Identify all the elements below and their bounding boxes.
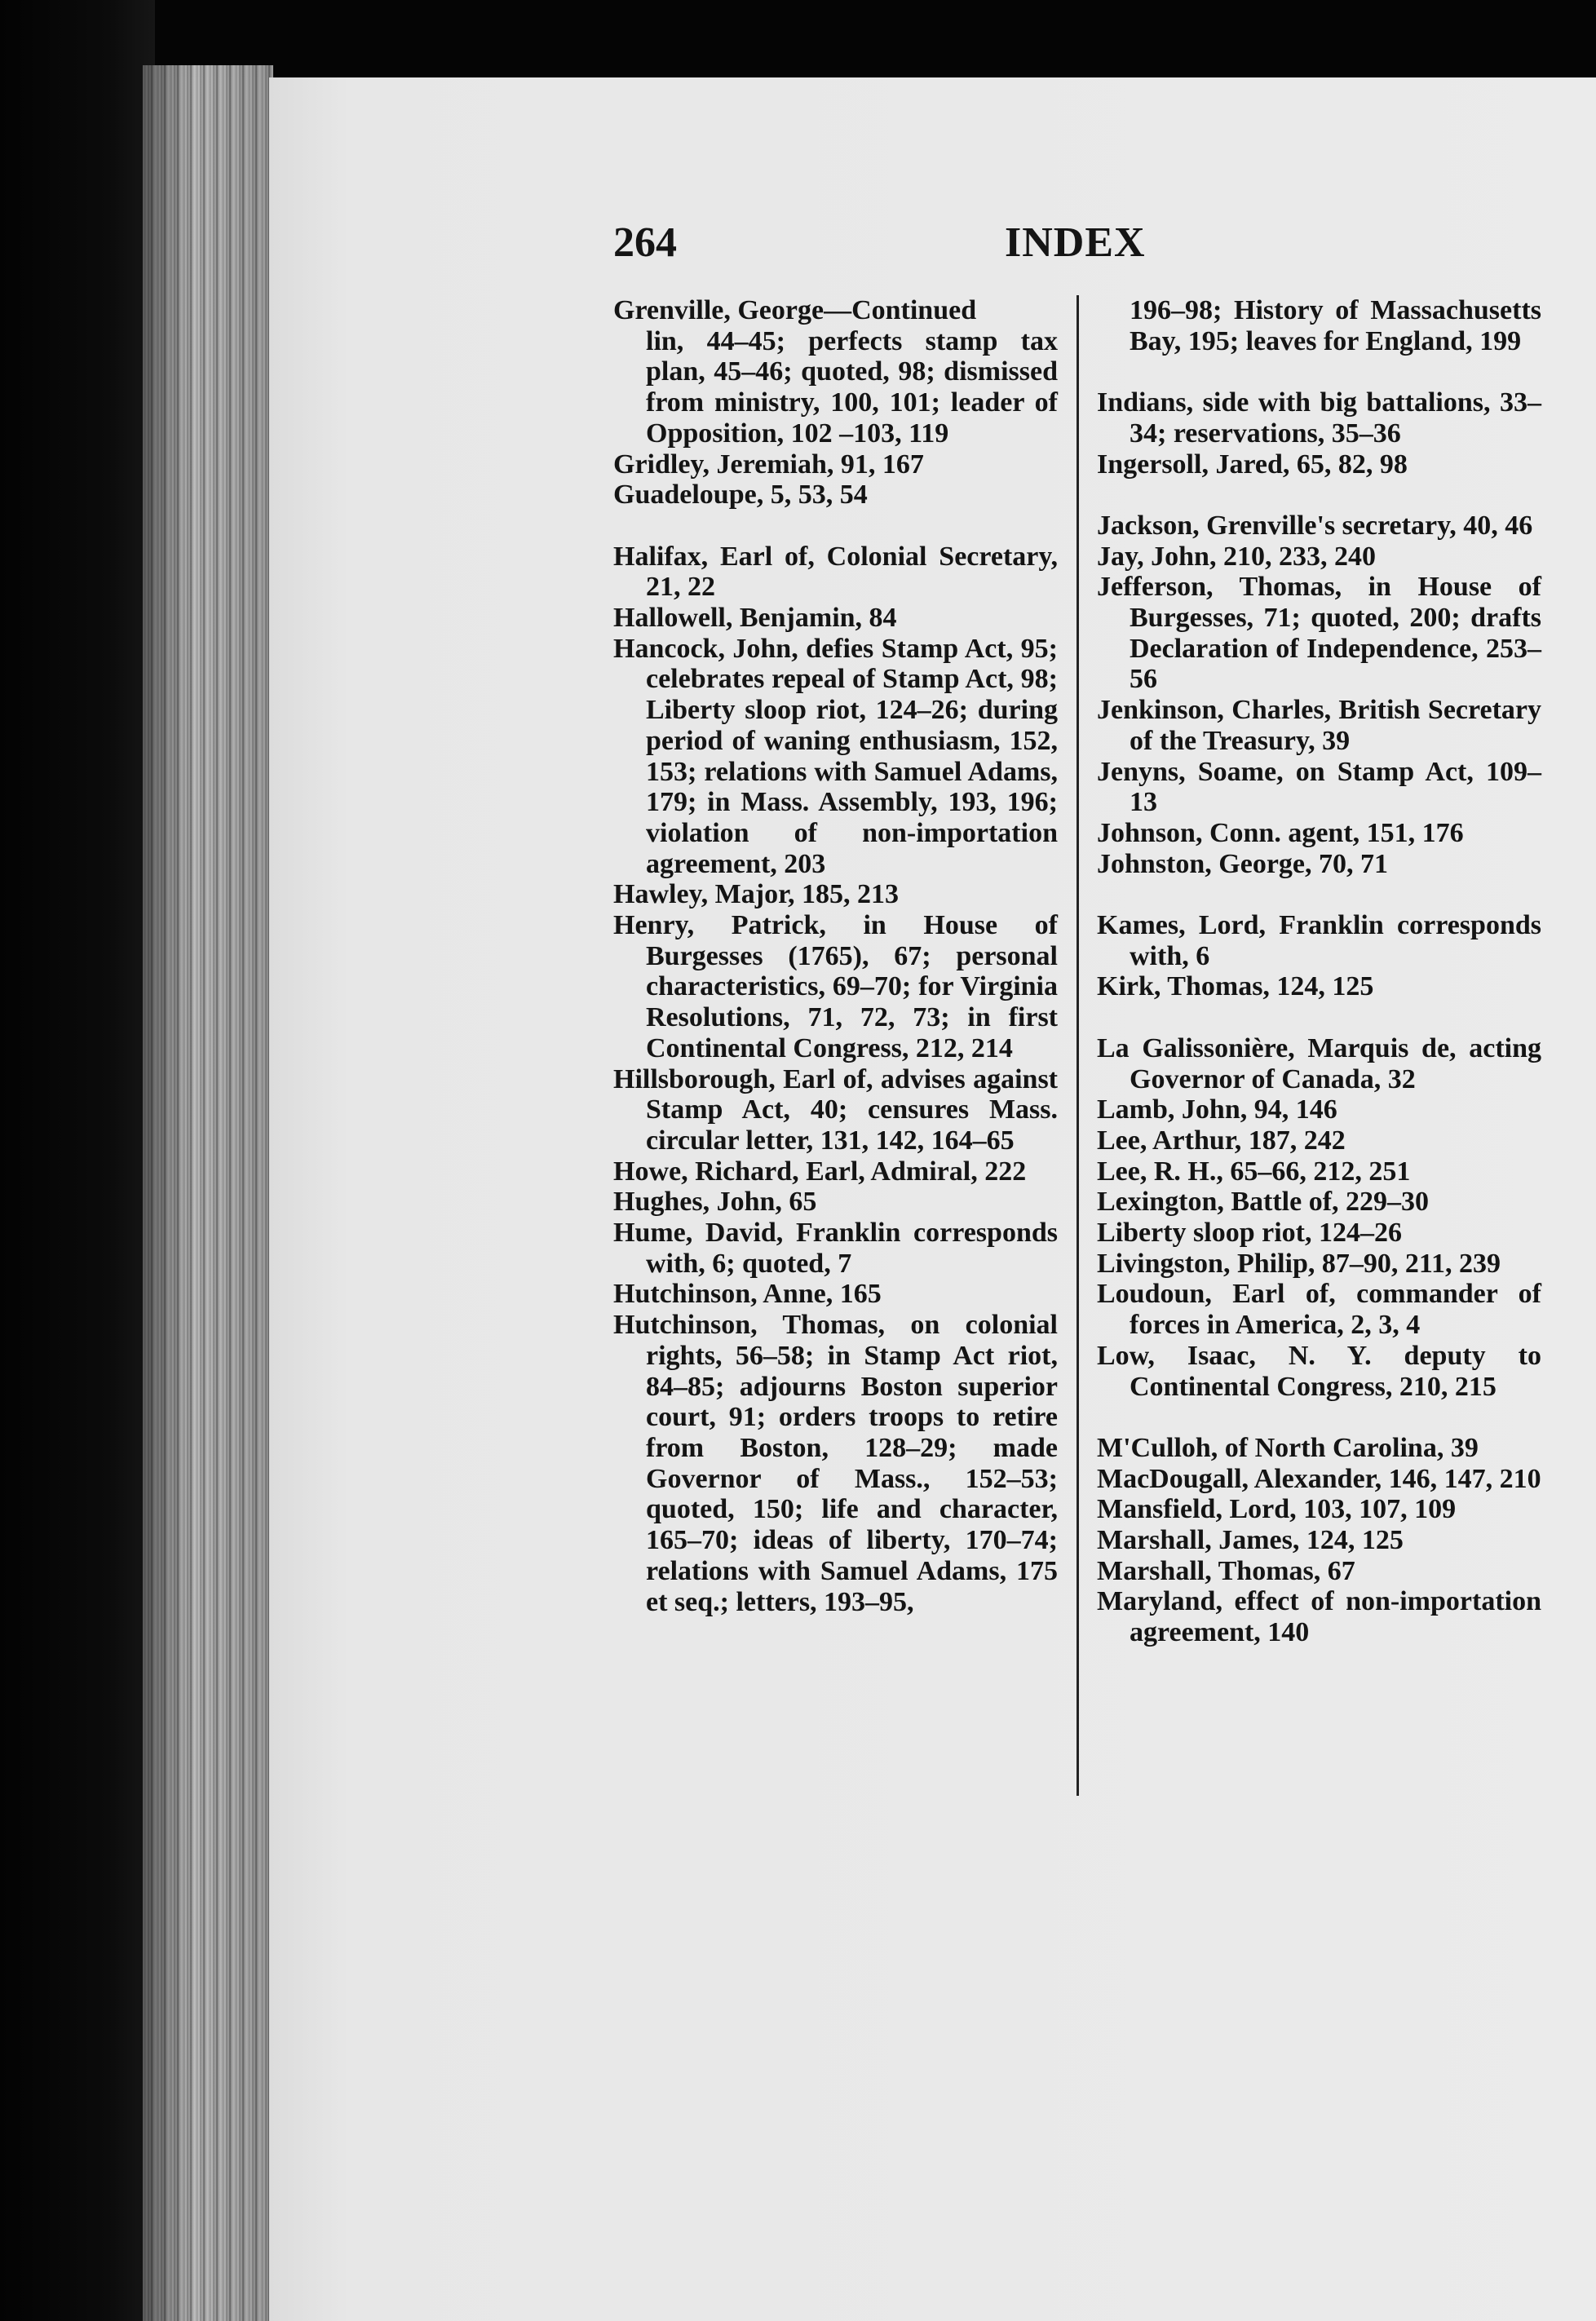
- index-entry: Lee, R. H., 65–66, 212, 251: [1097, 1156, 1411, 1187]
- index-entry: Hancock, John, defies Stamp Act, 95; celebrates repeal of Stamp Act, 98; Liberty sloop riot, 124–26; during period of waning enthusiasm, 152, 153; relations with Samuel Adams, 179; in Mass. Assembly, 193, 196; violation of non-importation agreement, 203: [613, 633, 1058, 879]
- index-entry: M'Culloh, of North Carolina, 39: [1097, 1432, 1479, 1463]
- index-entry: Henry, Patrick, in House of Burgesses (1765), 67; personal characteristics, 69–70; for Virginia Resolutions, 71, 72, 73; in first Continental Congress, 212, 214: [613, 910, 1058, 1063]
- index-entry: La Galissonière, Marquis de, acting Governor of Canada, 32: [1097, 1032, 1541, 1094]
- index-entry: Jackson, Grenville's secretary, 40, 46: [1097, 510, 1533, 541]
- index-entry: Jenkinson, Charles, British Secretary of the Treasury, 39: [1097, 695, 1541, 756]
- index-entry: Halifax, Earl of, Colonial Secretary, 21, 22: [613, 541, 1058, 603]
- index-entry: Hallowell, Benjamin, 84: [613, 603, 897, 634]
- running-head: [613, 219, 1146, 267]
- index-entry: Indians, side with big battalions, 33–34; reservations, 35–36: [1097, 387, 1541, 449]
- index-entry: MacDougall, Alexander, 146, 147, 210: [1097, 1463, 1541, 1494]
- index-column-right: [1097, 295, 1541, 1648]
- index-entry: Johnson, Conn. agent, 151, 176: [1097, 817, 1464, 848]
- index-entry: Howe, Richard, Earl, Admiral, 222: [613, 1156, 1027, 1187]
- index-entry: Marshall, Thomas, 67: [1097, 1555, 1355, 1586]
- index-entry: Lamb, John, 94, 146: [1097, 1094, 1337, 1125]
- index-entry: Hughes, John, 65: [613, 1187, 817, 1218]
- index-entry: Livingston, Philip, 87–90, 211, 239: [1097, 1248, 1501, 1279]
- page-title: INDEX: [1005, 219, 1146, 266]
- column-divider: [1077, 295, 1079, 1796]
- index-entry: Gridley, Jeremiah, 91, 167: [613, 449, 924, 480]
- book-page-edges-shadow: [143, 65, 273, 2321]
- index-entry-continuation: 196–98; History of Massachusetts Bay, 195; leaves for England, 199: [1130, 295, 1541, 356]
- scan-left-border: [0, 0, 155, 2321]
- index-entry: Lexington, Battle of, 229–30: [1097, 1187, 1430, 1218]
- index-entry: Hawley, Major, 185, 213: [613, 879, 900, 910]
- index-entry: Jefferson, Thomas, in House of Burgesses, 71; quoted, 200; drafts Declaration of Independence, 253–56: [1097, 572, 1541, 695]
- index-entry-continuation: lin, 44–45; perfects stamp tax plan, 45–46; quoted, 98; dismissed from ministry, 100, 101; leader of Opposition, 102 –103, 119: [646, 325, 1058, 449]
- index-entry: Guadeloupe, 5, 53, 54: [613, 480, 868, 511]
- index-entry: Johnston, George, 70, 71: [1097, 848, 1388, 879]
- index-entry: Grenville, George—Continued: [613, 295, 977, 325]
- index-column-left: [613, 295, 1058, 1617]
- index-entry: Ingersoll, Jared, 65, 82, 98: [1097, 449, 1408, 480]
- index-entry: Jenyns, Soame, on Stamp Act, 109–13: [1097, 756, 1541, 818]
- index-entry: Hutchinson, Thomas, on colonial rights, 56–58; in Stamp Act riot, 84–85; adjourns Boston superior court, 91; orders troops to retire from Boston, 128–29; made Governor of Mass., 152–53; quoted, 150; life and character, 165–70; ideas of liberty, 170–74; relations with Samuel Adams, 175 et seq.; letters, 193–95,: [613, 1310, 1058, 1617]
- index-entry: Lee, Arthur, 187, 242: [1097, 1125, 1346, 1156]
- index-entry: Kames, Lord, Franklin corresponds with, 6: [1097, 910, 1541, 971]
- index-entry: Maryland, effect of non-importation agreement, 140: [1097, 1586, 1541, 1648]
- index-entry: Low, Isaac, N. Y. deputy to Continental Congress, 210, 215: [1097, 1340, 1541, 1402]
- index-entry: Jay, John, 210, 233, 240: [1097, 541, 1376, 572]
- index-entry: Marshall, James, 124, 125: [1097, 1525, 1404, 1556]
- index-entry: Hillsborough, Earl of, advises against Stamp Act, 40; censures Mass. circular letter, 131, 142, 164–65: [613, 1063, 1058, 1156]
- index-entry: Mansfield, Lord, 103, 107, 109: [1097, 1494, 1457, 1525]
- index-entry: Hume, David, Franklin corresponds with, 6; quoted, 7: [613, 1218, 1058, 1279]
- index-entry: Loudoun, Earl of, commander of forces in America, 2, 3, 4: [1097, 1279, 1541, 1341]
- index-entry: Liberty sloop riot, 124–26: [1097, 1218, 1402, 1249]
- index-entry: Kirk, Thomas, 124, 125: [1097, 971, 1374, 1002]
- page-number: 264: [613, 219, 677, 266]
- index-entry: Hutchinson, Anne, 165: [613, 1279, 882, 1310]
